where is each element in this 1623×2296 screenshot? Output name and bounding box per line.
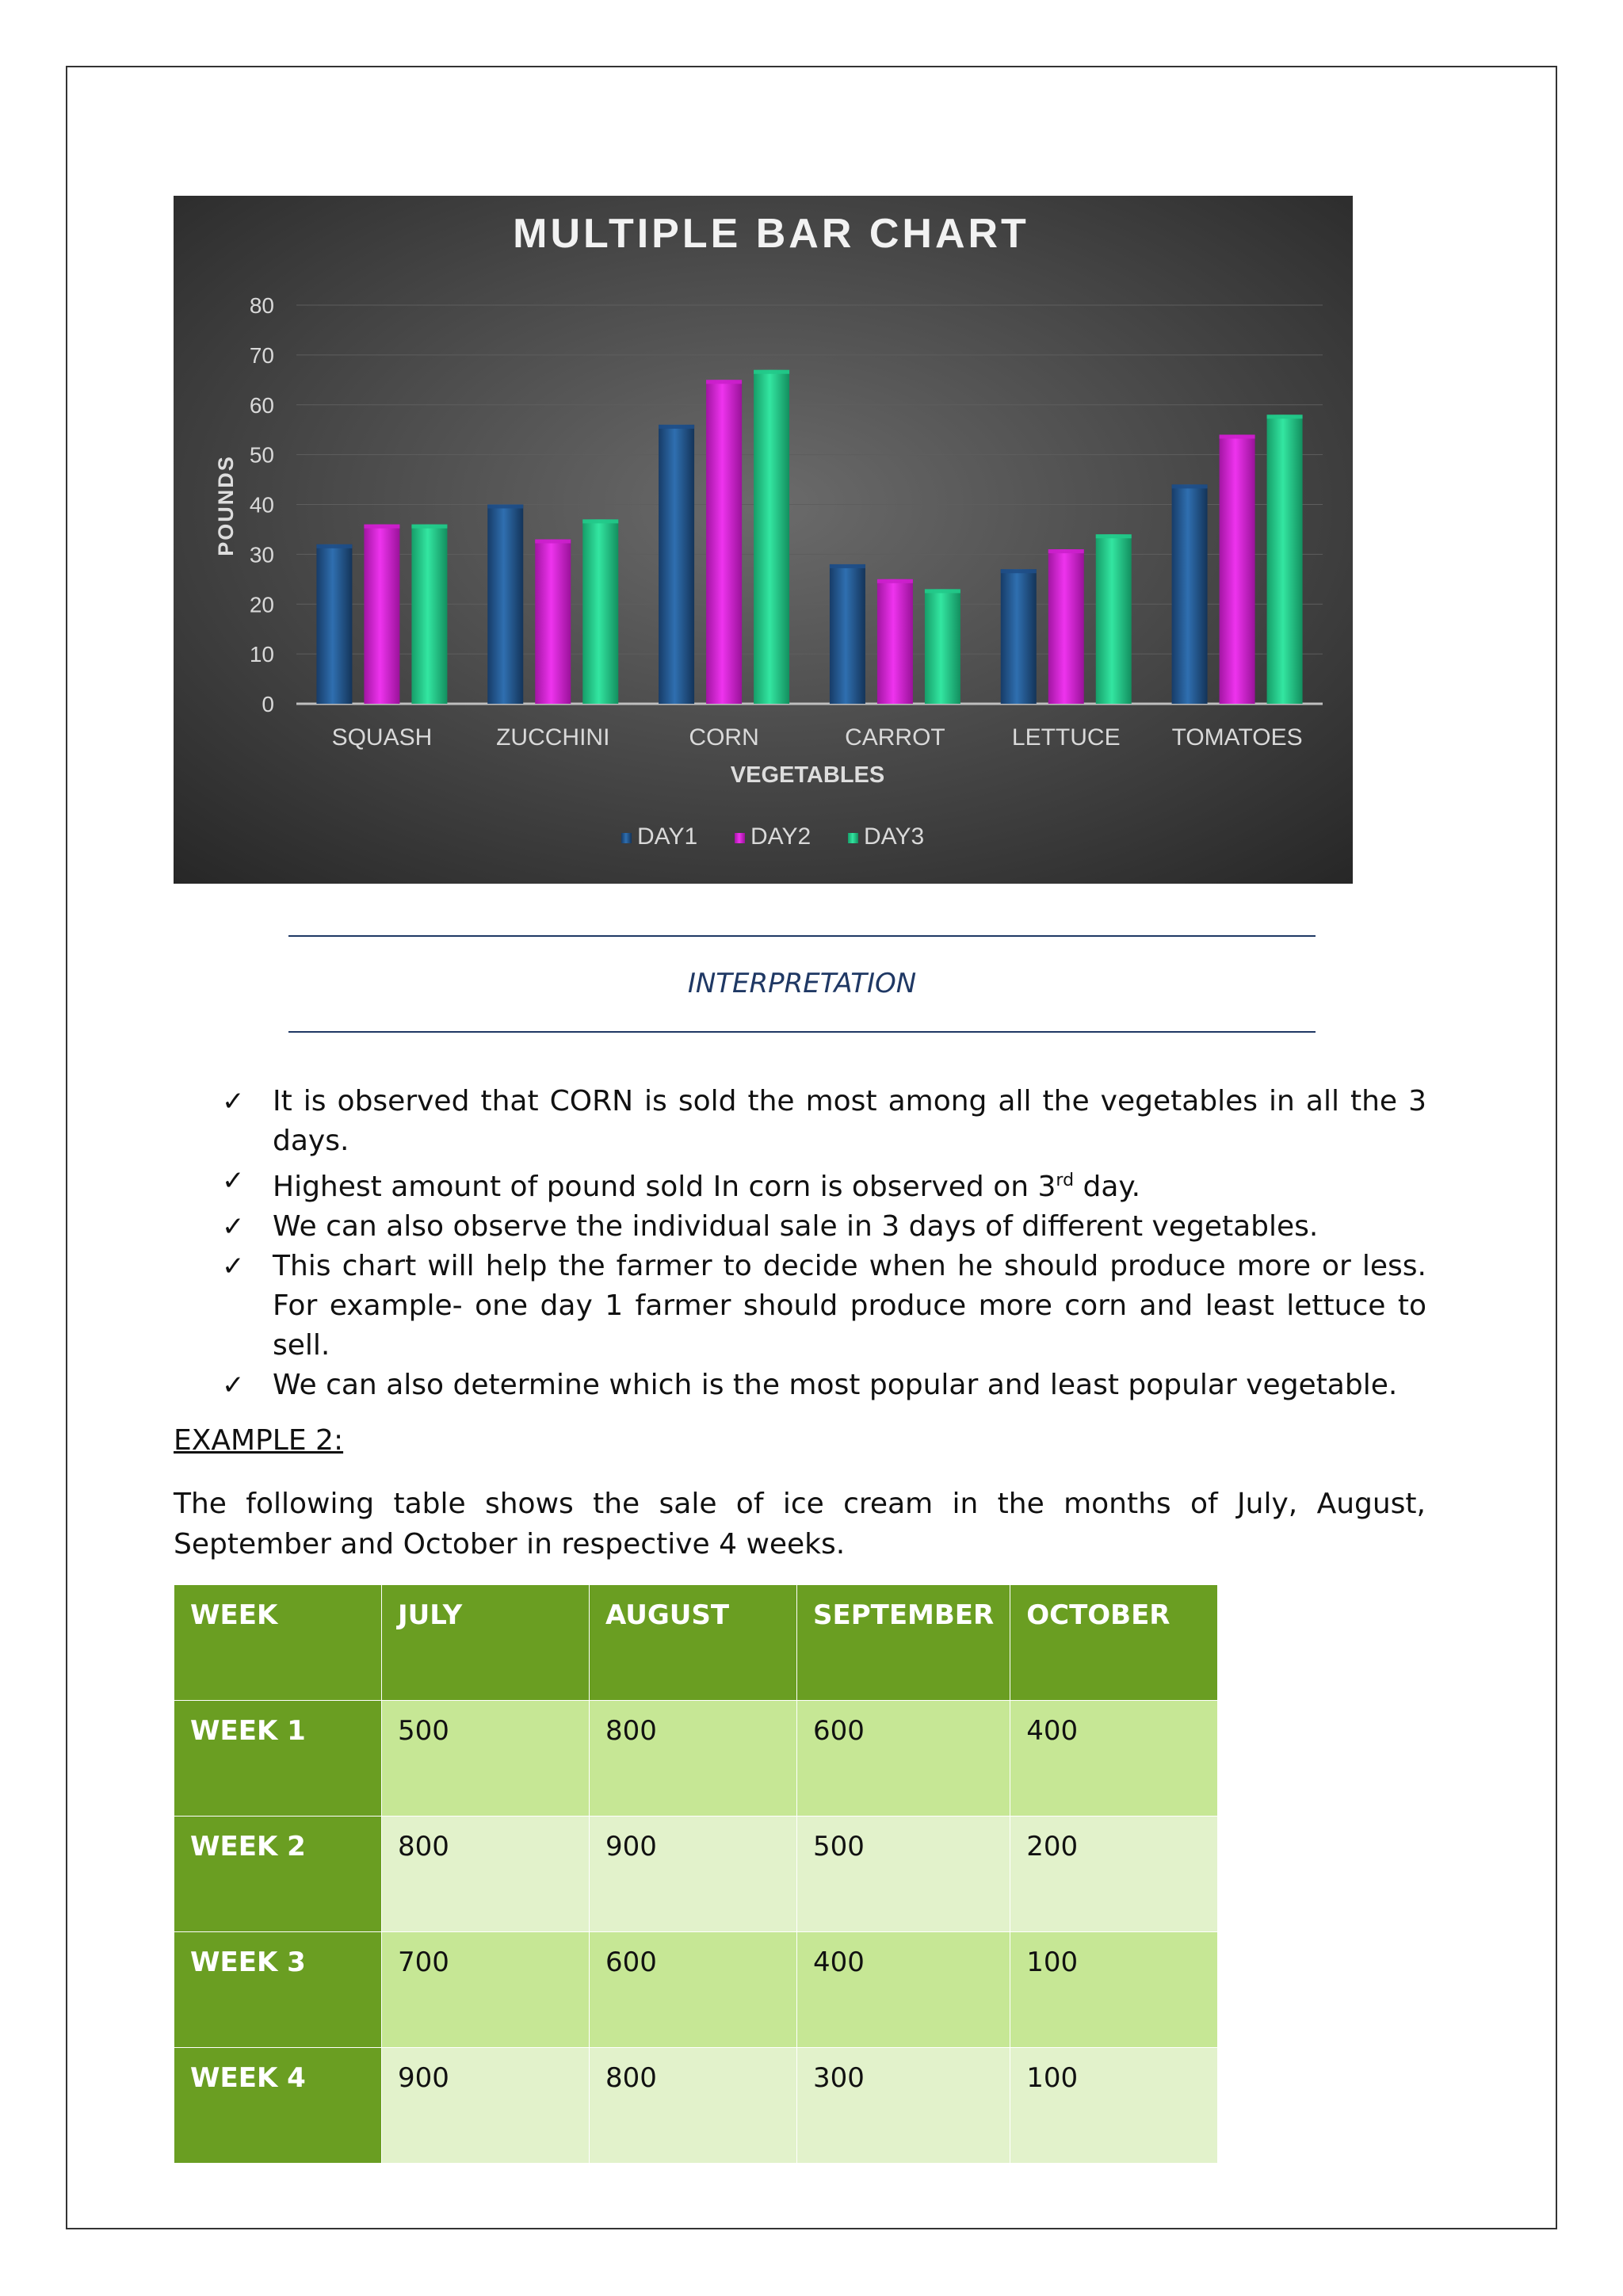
bar-day1-tomatoes xyxy=(1172,484,1208,704)
bar-cap xyxy=(1172,484,1208,488)
legend-label-day3: DAY3 xyxy=(864,823,925,850)
header-cell: AUGUST xyxy=(590,1585,797,1701)
table-row xyxy=(174,1932,1218,2048)
chart-title: MULTIPLE BAR CHART xyxy=(513,211,1029,257)
bar-cap xyxy=(830,564,865,568)
checkmark-icon: ✓ xyxy=(222,1086,245,1117)
bar-cap xyxy=(487,505,523,509)
legend-swatch-day2 xyxy=(735,833,745,843)
bar-day2-lettuce xyxy=(1048,549,1084,704)
bar-cap xyxy=(364,525,399,529)
legend-label-day1: DAY1 xyxy=(637,823,698,850)
table-cell: 600 xyxy=(590,1932,797,2048)
bar-day2-corn xyxy=(706,380,742,704)
top-rule xyxy=(288,935,1316,937)
table-cell: 400 xyxy=(1010,1701,1218,1817)
table-row xyxy=(174,1817,1218,1932)
table-cell: 400 xyxy=(797,1932,1010,2048)
bar-day3-squash xyxy=(411,525,447,704)
bar-cap xyxy=(925,589,960,593)
table-cell: 800 xyxy=(590,2048,797,2164)
example-heading: EXAMPLE 2: xyxy=(174,1424,344,1457)
bar-day2-squash xyxy=(364,525,399,704)
bar-day3-carrot xyxy=(925,589,960,704)
x-tick-label: TOMATOES xyxy=(1171,724,1303,751)
y-tick-label: 80 xyxy=(249,293,274,318)
table-cell: 800 xyxy=(590,1701,797,1817)
bar-day3-tomatoes xyxy=(1267,415,1303,704)
y-axis-label: POUNDS xyxy=(214,455,238,556)
bullet-item: ✓ We can also observe the individual sale in 3 days of different vegetables. xyxy=(222,1207,1426,1247)
table-row xyxy=(174,2048,1218,2164)
x-tick-label: CARROT xyxy=(845,724,945,751)
ice-cream-sales-table xyxy=(174,1584,1218,2164)
bar-cap xyxy=(1267,415,1303,418)
header-cell: OCTOBER xyxy=(1010,1585,1218,1701)
x-tick-label: LETTUCE xyxy=(1011,724,1121,751)
checkmark-icon: ✓ xyxy=(222,1211,245,1243)
bar-day1-carrot xyxy=(830,564,865,704)
checkmark-icon: ✓ xyxy=(222,1251,245,1282)
bar-cap xyxy=(1096,534,1132,538)
bar-cap xyxy=(411,525,447,529)
header-cell: SEPTEMBER xyxy=(797,1585,1010,1701)
row-header: WEEK 4 xyxy=(174,2048,382,2164)
checkmark-icon: ✓ xyxy=(222,1370,245,1401)
table-cell: 800 xyxy=(382,1817,590,1932)
bar-day1-lettuce xyxy=(1001,569,1037,704)
header-cell: WEEK xyxy=(174,1585,382,1701)
bar-cap xyxy=(316,544,352,548)
legend-swatch-day1 xyxy=(621,833,632,843)
bar-cap xyxy=(1048,549,1084,553)
bar-day3-corn xyxy=(754,370,789,704)
row-header: WEEK 3 xyxy=(174,1932,382,2048)
y-tick-label: 70 xyxy=(249,342,274,368)
checkmark-icon: ✓ xyxy=(222,1165,245,1197)
bullet-item: ✓ It is observed that CORN is sold the most among all the vegetables in all the 3 days. xyxy=(222,1082,1426,1161)
bar-cap xyxy=(877,579,913,583)
x-tick-label: SQUASH xyxy=(331,724,433,751)
header-cell: JULY xyxy=(382,1585,590,1701)
bar-day1-squash xyxy=(316,544,352,704)
legend-label-day2: DAY2 xyxy=(750,823,812,850)
y-tick-label: 40 xyxy=(249,492,274,518)
table-cell: 100 xyxy=(1010,2048,1218,2164)
interpretation-heading: INTERPRETATION xyxy=(687,968,917,999)
table-cell: 500 xyxy=(797,1817,1010,1932)
y-tick-label: 50 xyxy=(249,442,274,468)
x-tick-label: ZUCCHINI xyxy=(496,724,610,751)
bullet-item: ✓ Highest amount of pound sold In corn is observed on 3rd day. xyxy=(222,1161,1426,1207)
table-cell: 500 xyxy=(382,1701,590,1817)
bar-day1-corn xyxy=(659,425,694,704)
table-row xyxy=(174,1701,1218,1817)
example-paragraph: The following table shows the sale of ice cream in the months of July, August, September and October in respective 4 weeks. xyxy=(174,1488,1426,1561)
x-tick-label: CORN xyxy=(689,724,759,751)
interpretation-list xyxy=(222,1082,1426,1405)
y-tick-label: 60 xyxy=(249,392,274,418)
table-cell: 700 xyxy=(382,1932,590,2048)
bar-cap xyxy=(659,425,694,429)
bar-day2-carrot xyxy=(877,579,913,704)
y-tick-label: 10 xyxy=(249,642,274,667)
table-cell: 900 xyxy=(382,2048,590,2164)
legend-swatch-day3 xyxy=(848,833,858,843)
y-tick-label: 20 xyxy=(249,592,274,617)
y-tick-label: 0 xyxy=(262,692,274,716)
table-cell: 200 xyxy=(1010,1817,1218,1932)
row-header: WEEK 1 xyxy=(174,1701,382,1817)
bar-cap xyxy=(1220,434,1255,438)
bar-cap xyxy=(706,380,742,384)
row-header: WEEK 2 xyxy=(174,1817,382,1932)
multiple-bar-chart xyxy=(174,196,1353,884)
table-cell: 600 xyxy=(797,1701,1010,1817)
bar-day2-zucchini xyxy=(535,540,571,704)
bar-day1-zucchini xyxy=(487,505,523,705)
x-axis-label: VEGETABLES xyxy=(730,762,885,788)
bar-cap xyxy=(535,540,571,544)
bar-day3-lettuce xyxy=(1096,534,1132,704)
bar-day2-tomatoes xyxy=(1220,434,1255,704)
table-cell: 100 xyxy=(1010,1932,1218,2048)
table-cell: 900 xyxy=(590,1817,797,1932)
bar-day3-zucchini xyxy=(582,519,618,704)
y-tick-label: 30 xyxy=(249,542,274,567)
bar-cap xyxy=(754,370,789,374)
table-header-row xyxy=(174,1585,1218,1701)
bar-cap xyxy=(1001,569,1037,573)
table-cell: 300 xyxy=(797,2048,1010,2164)
bullet-item: ✓ We can also determine which is the most popular and least popular vegetable. xyxy=(222,1366,1426,1405)
bullet-item: ✓ This chart will help the farmer to decide when he should produce more or less. For example- one day 1 farmer should produce more corn and least lettuce to sell. xyxy=(222,1247,1426,1366)
bar-cap xyxy=(582,519,618,523)
bottom-rule xyxy=(288,1031,1316,1033)
